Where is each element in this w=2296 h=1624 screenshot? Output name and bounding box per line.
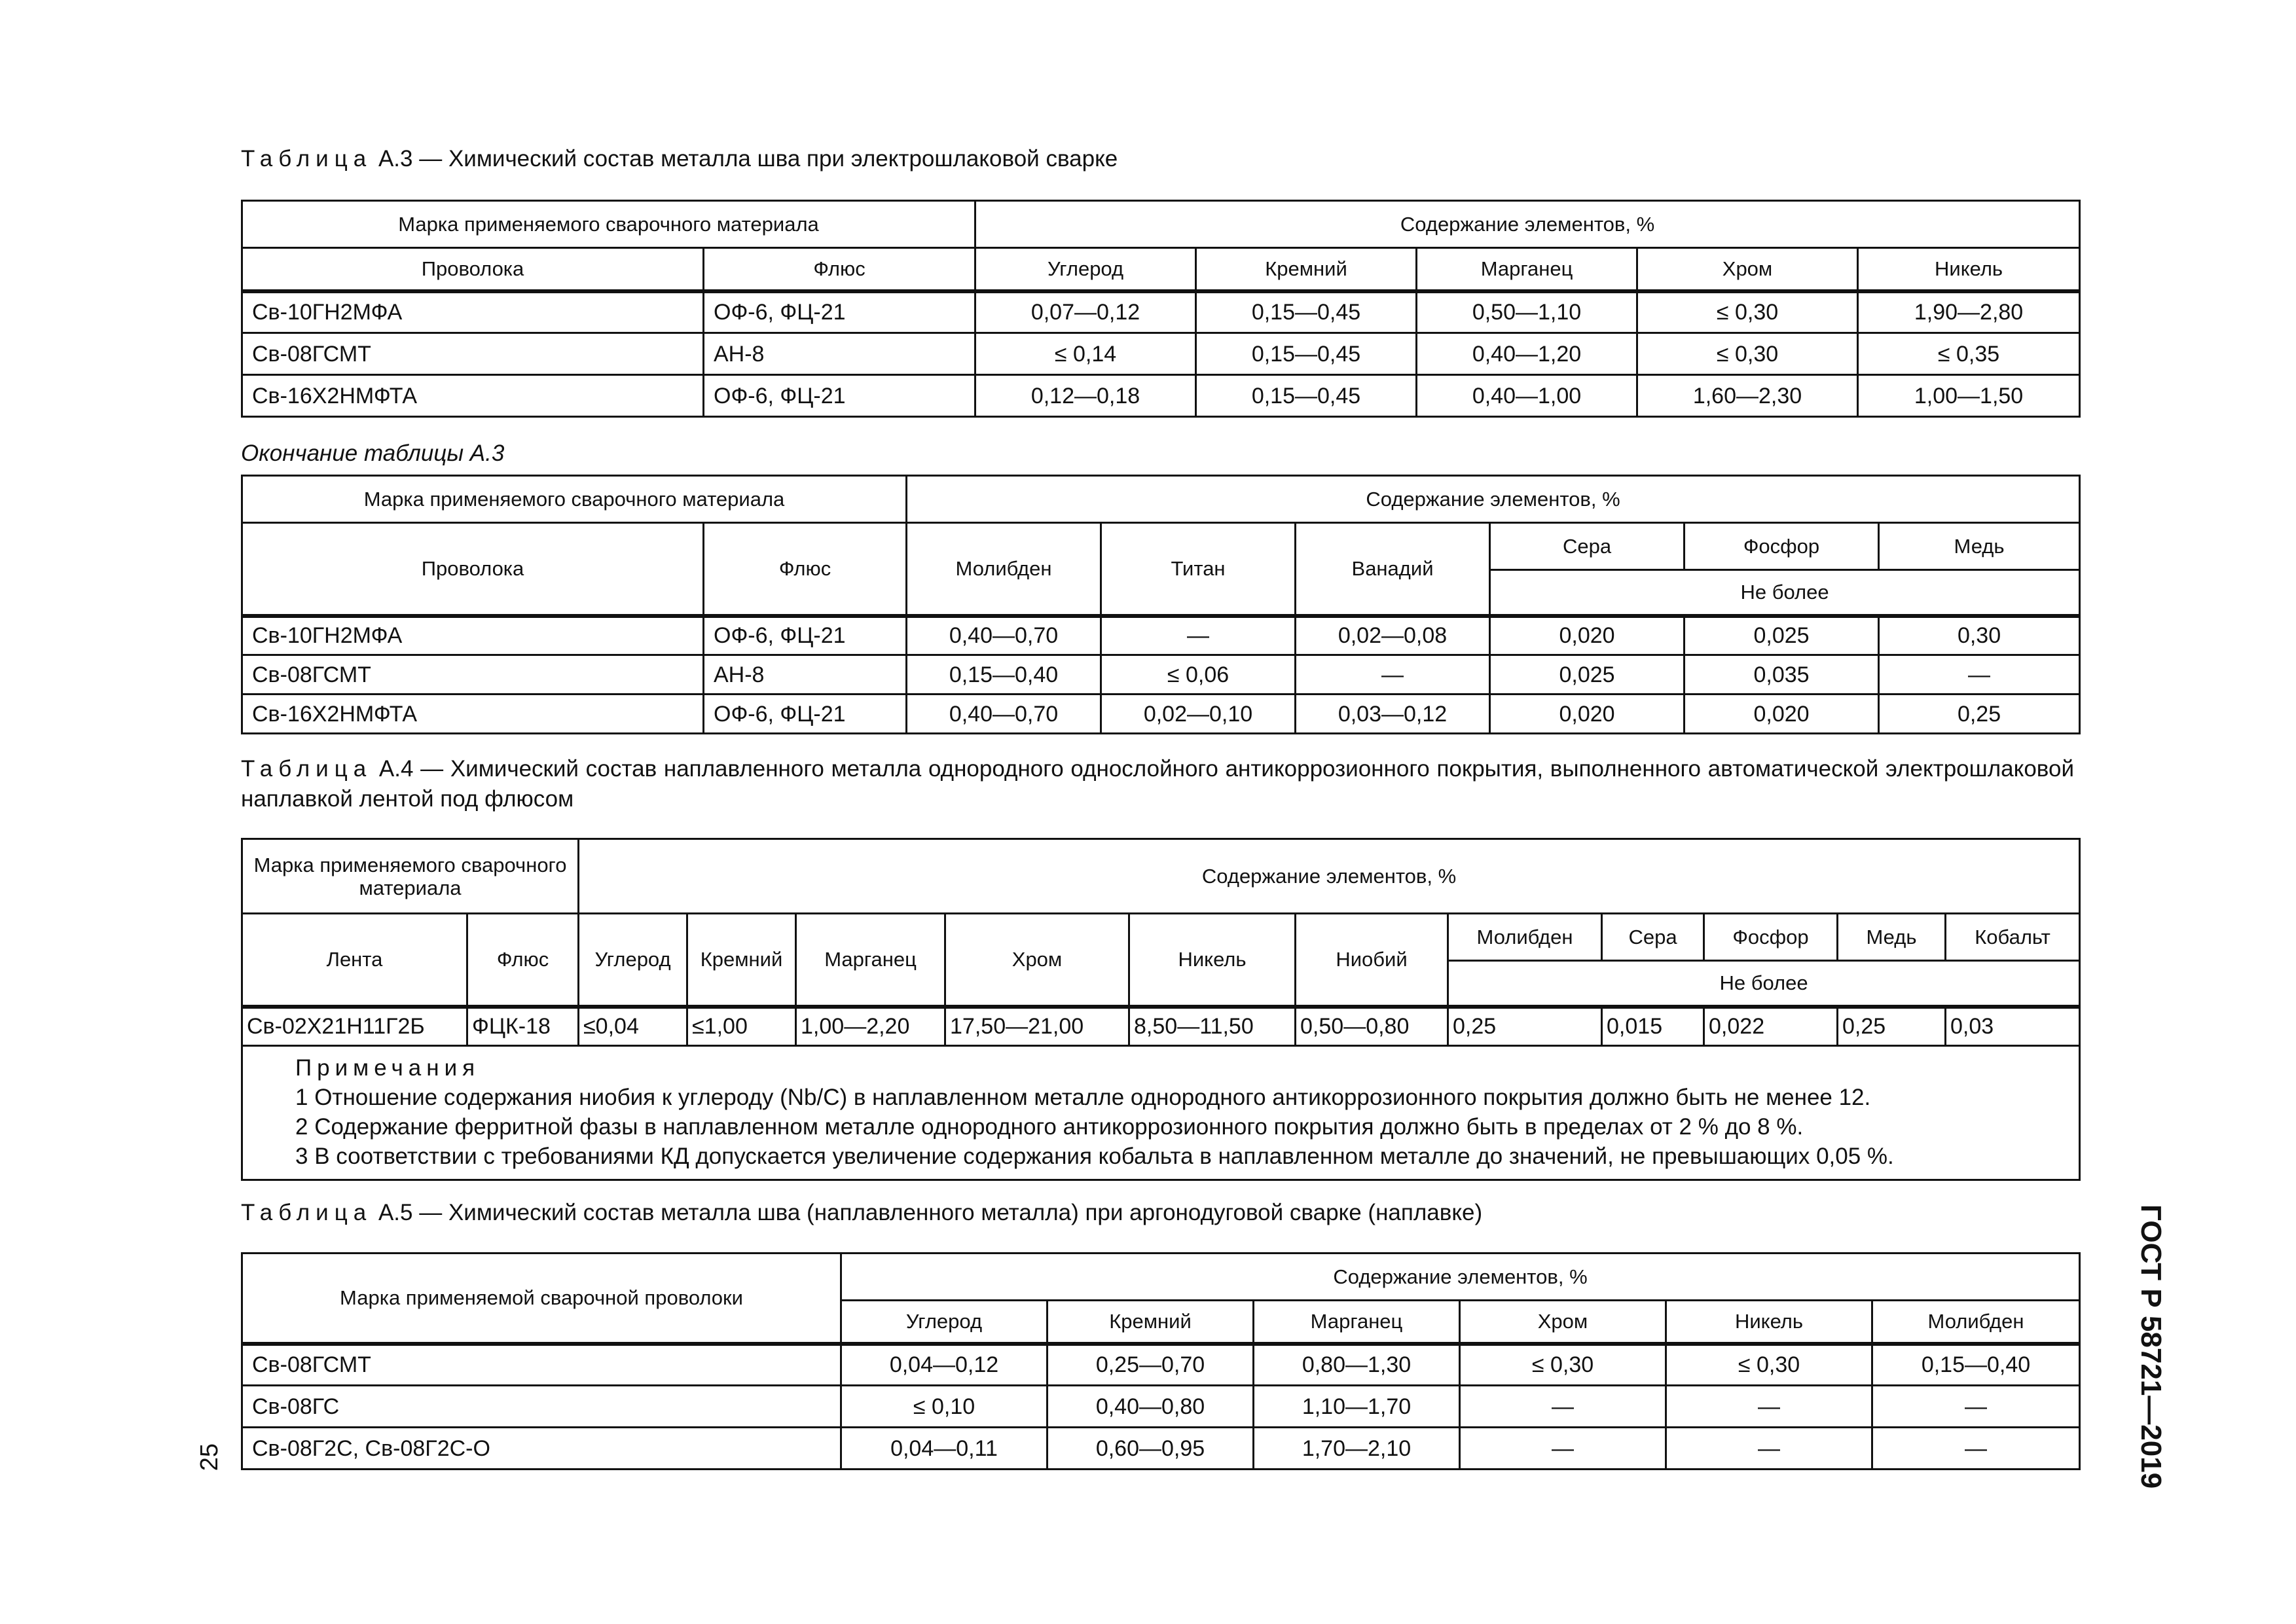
header-row [242,1254,2080,1301]
table-notes [242,1046,2080,1180]
table-row [242,1007,2080,1046]
table-row [242,695,2080,734]
col-element: Ниобий [1296,914,1448,1007]
cell-value: 0,04—0,11 [841,1428,1048,1470]
col-element: Никель [1129,914,1296,1007]
table-a4-caption [241,754,2074,814]
col-element: Хром [945,914,1129,1007]
limit-label: Не более [1448,961,2080,1007]
cell-value: 0,020 [1490,616,1685,655]
col-strip: Лента [242,914,467,1007]
cell-wire: Св-10ГН2МФА [242,291,704,333]
cell-wire: Св-08ГСМТ [242,333,704,375]
cell-wire: Св-10ГН2МФА [242,616,704,655]
col-flux: Флюс [704,523,907,616]
header-material: Марка применяемого сварочного материала [242,476,907,523]
header-content: Содержание элементов, % [975,201,2080,248]
cell-value: 0,15—0,45 [1196,375,1417,417]
limit-label: Не более [1490,570,2080,616]
table-row [242,1344,2080,1386]
col-element: Медь [1879,523,2080,570]
cell-value: 0,07—0,12 [975,291,1196,333]
cell-wire: Св-08Г2С, Св-08Г2С-О [242,1428,841,1470]
col-element: Молибден [907,523,1101,616]
cell-value: 1,00—2,20 [796,1007,945,1046]
cell-value: 0,020 [1490,695,1685,734]
col-element: Углерод [975,248,1196,291]
cell-flux: ФЦК-18 [467,1007,579,1046]
col-element: Никель [1858,248,2080,291]
cell-flux: ОФ-6, ФЦ-21 [704,291,975,333]
header-wire: Марка применяемой сварочной проволоки [242,1254,841,1344]
cell-value: ≤ 0,14 [975,333,1196,375]
cell-value: 0,40—0,70 [907,695,1101,734]
header-row [242,248,2080,291]
header-content: Содержание элементов, % [841,1254,2080,1301]
col-element: Углерод [841,1301,1048,1344]
table-a5-caption [241,1198,1482,1228]
table-row [242,616,2080,655]
cell-flux: АН-8 [704,333,975,375]
cell-value: 0,020 [1685,695,1879,734]
cell-value: ≤ 0,30 [1637,333,1858,375]
col-element: Никель [1666,1301,1872,1344]
col-flux: Флюс [467,914,579,1007]
col-element: Титан [1101,523,1296,616]
col-element: Марганец [1254,1301,1460,1344]
cell-value: 17,50—21,00 [945,1007,1129,1046]
cell-value: ≤ 0,30 [1637,291,1858,333]
cell-value: 1,10—1,70 [1254,1386,1460,1428]
cell-value: — [1879,655,2080,695]
col-element: Углерод [579,914,687,1007]
cell-value: ≤0,04 [579,1007,687,1046]
cell-value: — [1101,616,1296,655]
cell-value: 0,40—0,70 [907,616,1101,655]
caption-prefix: Таблица [241,146,373,171]
cell-value: 0,025 [1685,616,1879,655]
table-a3-caption [241,144,1118,174]
col-element: Фосфор [1685,523,1879,570]
table-row [242,655,2080,695]
cell-value: ≤ 0,06 [1101,655,1296,695]
cell-value: — [1872,1428,2080,1470]
col-element: Молибден [1448,914,1602,961]
cell-value: — [1666,1428,1872,1470]
cell-value: ≤ 0,35 [1858,333,2080,375]
col-wire: Проволока [242,523,704,616]
cell-value: 0,25 [1448,1007,1602,1046]
cell-value: 0,15—0,40 [1872,1344,2080,1386]
table-row [242,333,2080,375]
header-row [242,914,2080,961]
notes-title: Примечания [295,1055,481,1081]
col-element: Молибден [1872,1301,2080,1344]
col-wire: Проволока [242,248,704,291]
cell-value: 0,30 [1879,616,2080,655]
cell-value: 0,40—0,80 [1048,1386,1254,1428]
cell-value: ≤ 0,10 [841,1386,1048,1428]
note-item: 3 В соответствии с требованиями КД допускается увеличение содержания кобальта в наплавленном металле до значений, не превышающих 0,05 %. [295,1144,1894,1169]
cell-value: 1,00—1,50 [1858,375,2080,417]
cell-value: 0,50—0,80 [1296,1007,1448,1046]
col-element: Медь [1838,914,1946,961]
cell-strip: Св-02Х21Н11Г2Б [242,1007,467,1046]
notes-row [242,1046,2080,1180]
cell-flux: ОФ-6, ФЦ-21 [704,695,907,734]
col-element: Марганец [796,914,945,1007]
col-element: Кремний [687,914,796,1007]
table-row [242,375,2080,417]
cell-value: 1,90—2,80 [1858,291,2080,333]
cell-flux: ОФ-6, ФЦ-21 [704,375,975,417]
cell-value: 0,02—0,08 [1296,616,1490,655]
cell-value: 0,15—0,45 [1196,333,1417,375]
cell-value: 0,50—1,10 [1417,291,1637,333]
header-row [242,476,2080,523]
cell-value: 1,60—2,30 [1637,375,1858,417]
cell-value: — [1872,1386,2080,1428]
col-element: Ванадий [1296,523,1490,616]
note-item: 1 Отношение содержания ниобия к углероду (Nb/C) в наплавленном металле однородного антикоррозионного покрытия должно быть не менее 12. [295,1085,1871,1110]
cell-wire: Св-08ГСМТ [242,655,704,695]
cell-flux: ОФ-6, ФЦ-21 [704,616,907,655]
cell-value: 8,50—11,50 [1129,1007,1296,1046]
header-material: Марка применяемого сварочного материала [242,839,579,914]
cell-wire: Св-16Х2НМФТА [242,375,704,417]
cell-value: 0,03—0,12 [1296,695,1490,734]
cell-value: 0,015 [1602,1007,1704,1046]
cell-value: 0,40—1,20 [1417,333,1637,375]
cell-value: 0,035 [1685,655,1879,695]
cell-value: 0,60—0,95 [1048,1428,1254,1470]
cell-wire: Св-16Х2НМФТА [242,695,704,734]
cell-wire: Св-08ГС [242,1386,841,1428]
page-number: 25 [196,1443,223,1471]
cell-value: ≤1,00 [687,1007,796,1046]
cell-value: 0,25—0,70 [1048,1344,1254,1386]
col-element: Хром [1637,248,1858,291]
cell-value: — [1296,655,1490,695]
cell-value: 0,25 [1838,1007,1946,1046]
col-element: Кремний [1048,1301,1254,1344]
cell-value: 0,022 [1704,1007,1838,1046]
table-a3 [241,200,2081,418]
caption-text: А.4 — Химический состав наплавленного металла однородного однослойного антикоррозионного покрытия, выполненного автоматической электрошлаковой наплавкой лентой под флюсом [241,756,2074,812]
table-row [242,1428,2080,1470]
caption-prefix: Таблица [241,756,373,782]
cell-wire: Св-08ГСМТ [242,1344,841,1386]
cell-value: — [1666,1386,1872,1428]
note-item: 2 Содержание ферритной фазы в наплавленном металле однородного антикоррозионного покрытия должно быть в пределах от 2 % до 8 %. [295,1114,1804,1140]
table-a3-end [241,475,2081,734]
caption-text: А.5 — Химический состав металла шва (наплавленного металла) при аргонодуговой сварке (наплавке) [372,1200,1483,1225]
col-element: Фосфор [1704,914,1838,961]
table-a5 [241,1252,2081,1470]
cell-value: ≤ 0,30 [1666,1344,1872,1386]
table-a3-end-caption: Окончание таблицы А.3 [241,441,505,466]
cell-value: — [1460,1386,1666,1428]
table-row [242,291,2080,333]
col-element: Сера [1490,523,1685,570]
cell-value: 0,80—1,30 [1254,1344,1460,1386]
cell-value: — [1460,1428,1666,1470]
caption-text: А.3 — Химический состав металла шва при электрошлаковой сварке [372,146,1118,171]
col-element: Хром [1460,1301,1666,1344]
col-flux: Флюс [704,248,975,291]
table-a4 [241,838,2081,1181]
cell-value: 0,02—0,10 [1101,695,1296,734]
header-content: Содержание элементов, % [579,839,2080,914]
cell-value: 1,70—2,10 [1254,1428,1460,1470]
cell-value: 0,15—0,40 [907,655,1101,695]
cell-flux: АН-8 [704,655,907,695]
col-element: Сера [1602,914,1704,961]
standard-designation: ГОСТ Р 58721—2019 [2135,1204,2167,1489]
cell-value: ≤ 0,30 [1460,1344,1666,1386]
header-row [242,839,2080,914]
cell-value: 0,12—0,18 [975,375,1196,417]
cell-value: 0,25 [1879,695,2080,734]
cell-value: 0,04—0,12 [841,1344,1048,1386]
header-content: Содержание элементов, % [907,476,2080,523]
cell-value: 0,15—0,45 [1196,291,1417,333]
table-row [242,1386,2080,1428]
cell-value: 0,025 [1490,655,1685,695]
header-material: Марка применяемого сварочного материала [242,201,975,248]
cell-value: 0,03 [1946,1007,2080,1046]
cell-value: 0,40—1,00 [1417,375,1637,417]
col-element: Кремний [1196,248,1417,291]
col-element: Марганец [1417,248,1637,291]
col-element: Кобальт [1946,914,2080,961]
caption-prefix: Таблица [241,1200,373,1225]
header-row [242,201,2080,248]
header-row [242,523,2080,570]
